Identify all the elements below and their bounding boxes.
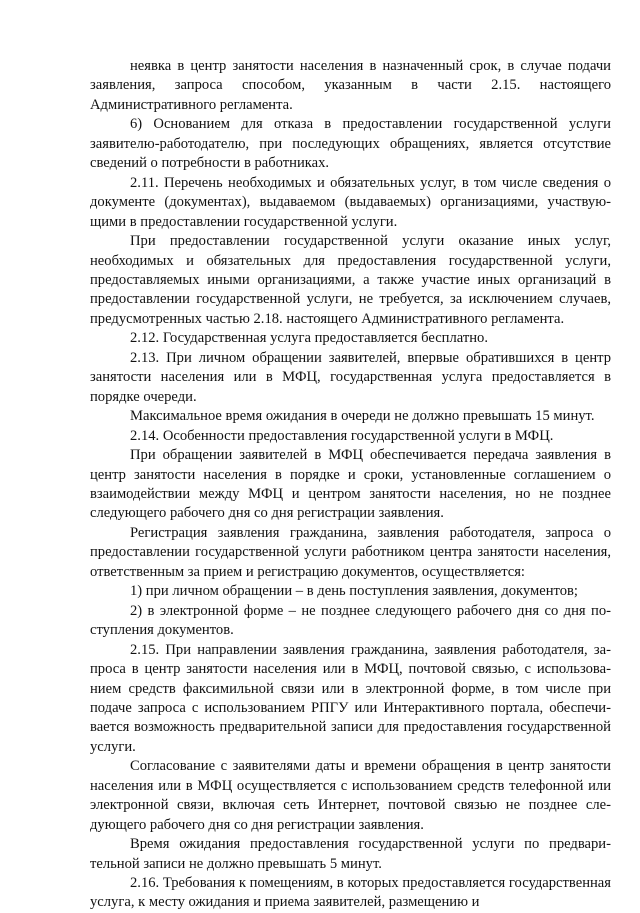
- paragraph: Регистрация заявления гражданина, заявления работодателя, запроса о предоставлении государственной услуги работником центра занятости населения, ответственным за прием и регистрацию документов, осуществляется:: [90, 524, 611, 580]
- paragraph: 2.15. При направлении заявления гражданина, заявления работодателя, запроса в центр занятости населения или в МФЦ, почтовой связью, с использованием средств факсимильной связи или в электронной форме, в том числе при подаче запроса с использованием РПГУ или Интерактивного портала, обеспечивается возможность предварительной записи для предоставления государственной услуги.: [90, 641, 611, 755]
- paragraph: 2.14. Особенности предоставления государственной услуги в МФЦ.: [130, 427, 554, 444]
- paragraph: 6) Основанием для отказа в предоставлении государственной услуги заявителю-работодателю, при последующих обращениях, является отсутствие сведений о потребности в работниках.: [90, 116, 611, 172]
- paragraph: 2) в электронной форме – не позднее следующего рабочего дня со дня поступления документов.: [90, 602, 611, 639]
- paragraph: При предоставлении государственной услуги оказание иных услуг, необходимых и обязательных для предоставления государственной услуги, предоставляемых иными организациями, а также участие иных организаций в предоставлении государственной услуги, не требуется, за исключением случаев, предусмотренных частью 2.18. настоящего Административного регламента.: [90, 233, 611, 327]
- paragraph: При обращении заявителей в МФЦ обеспечивается передача заявления в центр занятости населения в порядке и сроки, установленные соглашением о взаимодействии между МФЦ и центром занятости населения, но не позднее следующего рабочего дня со дня регистрации заявления.: [90, 447, 611, 522]
- paragraph: 2.13. При личном обращении заявителей, впервые обратившихся в центр занятости населения или в МФЦ, государственная услуга предоставляется в порядке очереди.: [90, 349, 611, 405]
- paragraph: Максимальное время ожидания в очереди не должно превышать 15 минут.: [130, 408, 595, 425]
- paragraph: Согласование с заявителями даты и времени обращения в центр занятости населения или в МФЦ осуществляется с использованием средств телефонной или электронной связи, включая сеть Интернет, почтовой связью не позднее следующего рабочего дня со дня регистрации заявления.: [90, 758, 611, 833]
- document-body: [90, 57, 611, 913]
- paragraph: неявка в центр занятости населения в назначенный срок, в случае подачи заявления, запроса способом, указанным в части 2.15. настоящего Административного регламента.: [90, 58, 611, 113]
- paragraph: 2.12. Государственная услуга предоставляется бесплатно.: [130, 330, 489, 347]
- paragraph: Время ожидания предоставления государственной услуги по предварительной записи не должно превышать 5 минут.: [90, 836, 611, 872]
- paragraph: 2.16. Требования к помещениям, в которых предоставляется государственная услуга, к месту ожидания и приема заявителей, размещению и: [90, 875, 611, 911]
- paragraph: 2.11. Перечень необходимых и обязательных услуг, в том числе сведения о документе (документах), выдаваемом (выдаваемых) организациями, участвующими в предоставлении государственной услуги.: [90, 174, 611, 230]
- paragraph: 1) при личном обращении – в день поступления заявления, документов;: [130, 583, 578, 600]
